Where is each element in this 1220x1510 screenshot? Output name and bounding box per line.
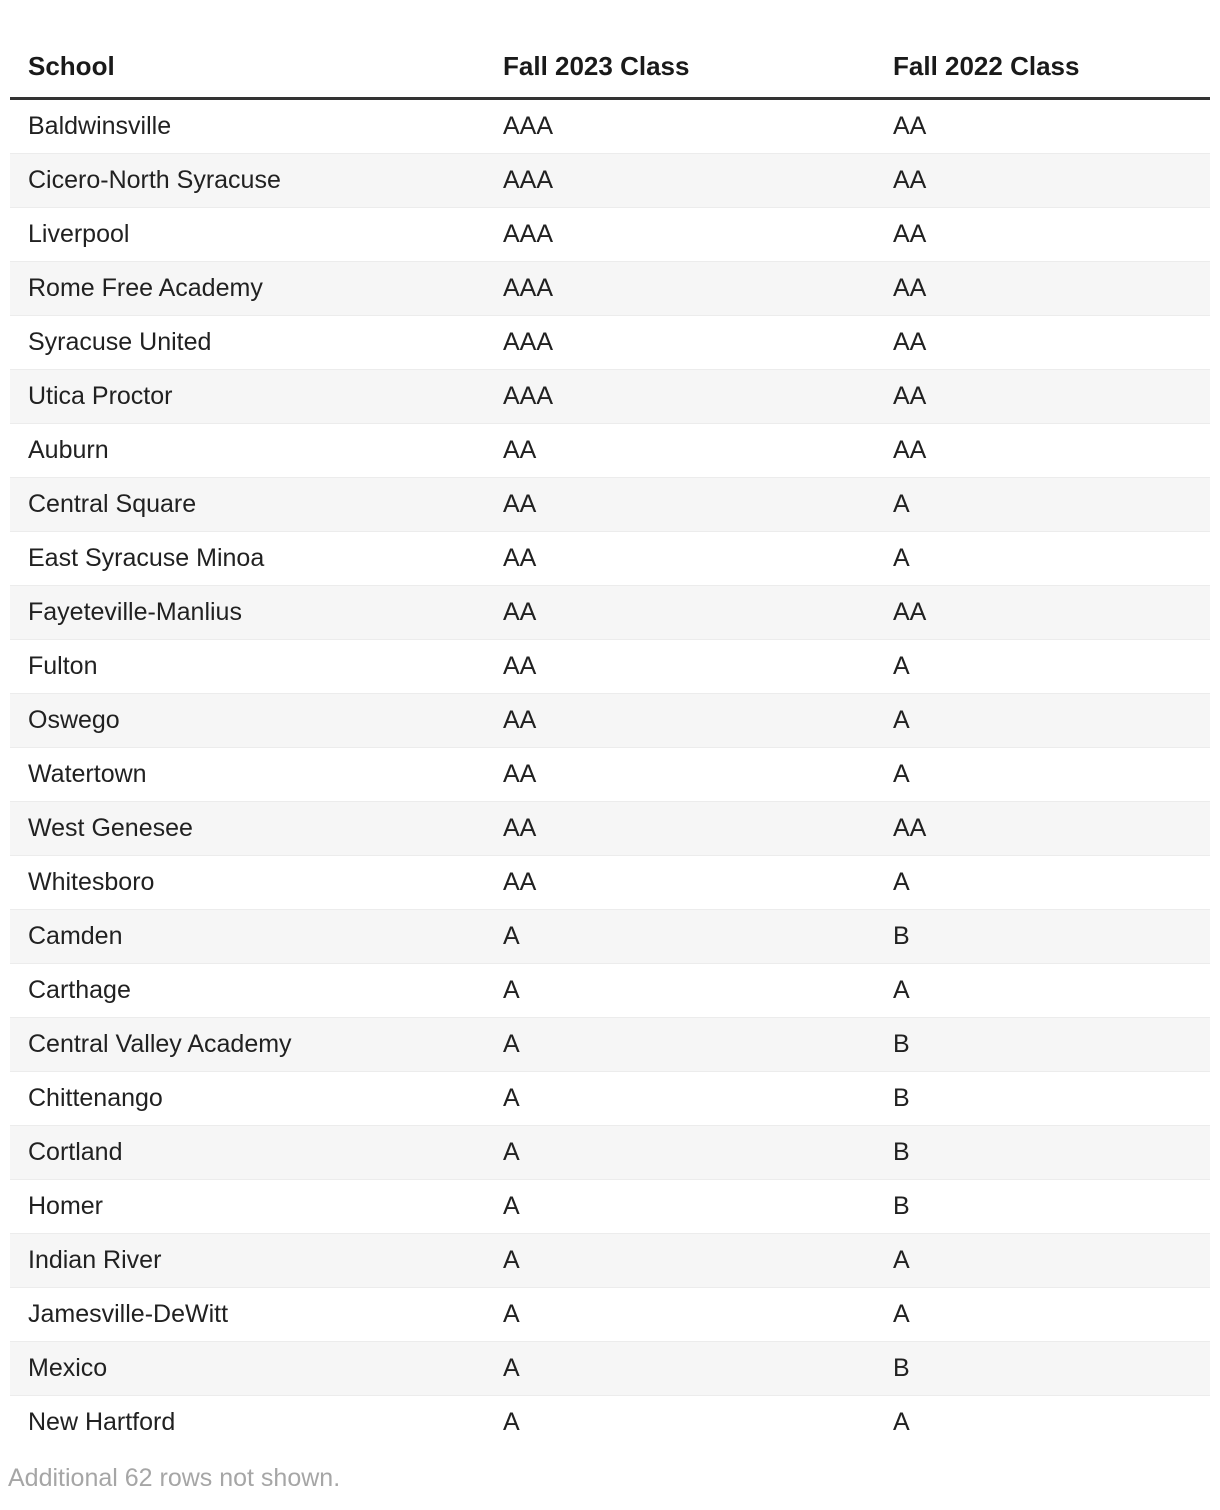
table-row (10, 1180, 1210, 1234)
school-cell: Jamesville-DeWitt (28, 1300, 229, 1328)
fall-2023-class-cell: AA (503, 760, 537, 788)
school-cell: East Syracuse Minoa (28, 544, 265, 572)
fall-2023-class-cell: AA (503, 544, 537, 572)
fall-2023-class-cell: A (503, 976, 520, 1004)
school-cell: Baldwinsville (28, 112, 172, 140)
fall-2023-class-cell: AA (503, 598, 537, 626)
fall-2023-class-cell: AA (503, 436, 537, 464)
table-row (10, 1288, 1210, 1342)
school-cell: Cortland (28, 1138, 123, 1166)
school-class-table (10, 35, 1210, 1449)
table-row (10, 154, 1210, 208)
fall-2022-class-cell: AA (893, 328, 927, 356)
rows-not-shown-note: Additional 62 rows not shown. (8, 1464, 341, 1492)
school-cell: Cicero-North Syracuse (28, 166, 281, 194)
table-row (10, 370, 1210, 424)
school-cell: Central Valley Academy (28, 1030, 292, 1058)
table-row (10, 1018, 1210, 1072)
fall-2023-class-cell: A (503, 1030, 520, 1058)
fall-2022-class-cell: A (893, 976, 910, 1004)
fall-2023-class-cell: A (503, 1354, 520, 1382)
school-cell: Liverpool (28, 220, 130, 248)
fall-2022-class-cell: B (893, 1138, 910, 1166)
school-cell: Carthage (28, 976, 131, 1004)
header-school: School (10, 35, 485, 99)
table-row (10, 856, 1210, 910)
school-cell: Homer (28, 1192, 104, 1220)
table-row (10, 478, 1210, 532)
table-row (10, 1126, 1210, 1180)
table-row (10, 694, 1210, 748)
fall-2023-class-cell: AA (503, 706, 537, 734)
fall-2023-class-cell: A (503, 1084, 520, 1112)
fall-2023-class-cell: AAA (503, 112, 554, 140)
fall-2022-class-cell: B (893, 922, 910, 950)
fall-2023-class-cell: A (503, 1246, 520, 1274)
fall-2022-class-cell: B (893, 1084, 910, 1112)
fall-2022-class-cell: A (893, 544, 910, 572)
table-row (10, 99, 1210, 154)
fall-2022-class-cell: A (893, 490, 910, 518)
fall-2022-class-cell: AA (893, 166, 927, 194)
fall-2023-class-cell: AA (503, 868, 537, 896)
table-row (10, 532, 1210, 586)
fall-2022-class-cell: A (893, 1300, 910, 1328)
fall-2023-class-cell: AAA (503, 274, 554, 302)
header-fall-2023-class: Fall 2023 Class (485, 35, 875, 99)
school-cell: Mexico (28, 1354, 108, 1382)
school-cell: Syracuse United (28, 328, 212, 356)
fall-2023-class-cell: A (503, 1192, 520, 1220)
fall-2022-class-cell: B (893, 1192, 910, 1220)
fall-2022-class-cell: A (893, 868, 910, 896)
table-row (10, 1072, 1210, 1126)
fall-2023-class-cell: A (503, 1300, 520, 1328)
fall-2023-class-cell: AAA (503, 166, 554, 194)
school-cell: Indian River (28, 1246, 162, 1274)
school-cell: Fayeteville-Manlius (28, 598, 242, 626)
school-cell: West Genesee (28, 814, 193, 842)
fall-2022-class-cell: A (893, 760, 910, 788)
fall-2022-class-cell: B (893, 1030, 910, 1058)
school-cell: Central Square (28, 490, 197, 518)
table-row (10, 964, 1210, 1018)
fall-2023-class-cell: A (503, 922, 520, 950)
fall-2022-class-cell: AA (893, 436, 927, 464)
school-cell: Rome Free Academy (28, 274, 263, 302)
table-row (10, 1342, 1210, 1396)
fall-2023-class-cell: AA (503, 814, 537, 842)
table-row (10, 802, 1210, 856)
fall-2023-class-cell: A (503, 1408, 520, 1436)
fall-2023-class-cell: AA (503, 652, 537, 680)
fall-2022-class-cell: B (893, 1354, 910, 1382)
table-row (10, 424, 1210, 478)
school-cell: Fulton (28, 652, 98, 680)
school-cell: Watertown (28, 760, 147, 788)
table-row (10, 316, 1210, 370)
table-row (10, 586, 1210, 640)
school-cell: Oswego (28, 706, 120, 734)
table-row (10, 208, 1210, 262)
school-cell: Utica Proctor (28, 382, 173, 410)
school-cell: Whitesboro (28, 868, 155, 896)
table-header (10, 35, 1210, 99)
fall-2022-class-cell: AA (893, 598, 927, 626)
fall-2022-class-cell: AA (893, 112, 927, 140)
table-row (10, 640, 1210, 694)
header-row (10, 35, 1210, 99)
table-row (10, 748, 1210, 802)
table-row (10, 262, 1210, 316)
fall-2022-class-cell: AA (893, 814, 927, 842)
school-cell: Camden (28, 922, 123, 950)
fall-2023-class-cell: AA (503, 490, 537, 518)
fall-2022-class-cell: AA (893, 382, 927, 410)
table-row (10, 1396, 1210, 1450)
school-cell: Chittenango (28, 1084, 163, 1112)
fall-2023-class-cell: AAA (503, 328, 554, 356)
school-cell: New Hartford (28, 1408, 176, 1436)
fall-2022-class-cell: A (893, 652, 910, 680)
fall-2023-class-cell: A (503, 1138, 520, 1166)
table-row (10, 910, 1210, 964)
fall-2022-class-cell: AA (893, 220, 927, 248)
table-body (10, 99, 1210, 1450)
fall-2022-class-cell: AA (893, 274, 927, 302)
fall-2022-class-cell: A (893, 1246, 910, 1274)
header-fall-2022-class: Fall 2022 Class (875, 35, 1210, 99)
fall-2022-class-cell: A (893, 1408, 910, 1436)
fall-2023-class-cell: AAA (503, 220, 554, 248)
fall-2022-class-cell: A (893, 706, 910, 734)
school-cell: Auburn (28, 436, 109, 464)
fall-2023-class-cell: AAA (503, 382, 554, 410)
table-row (10, 1234, 1210, 1288)
